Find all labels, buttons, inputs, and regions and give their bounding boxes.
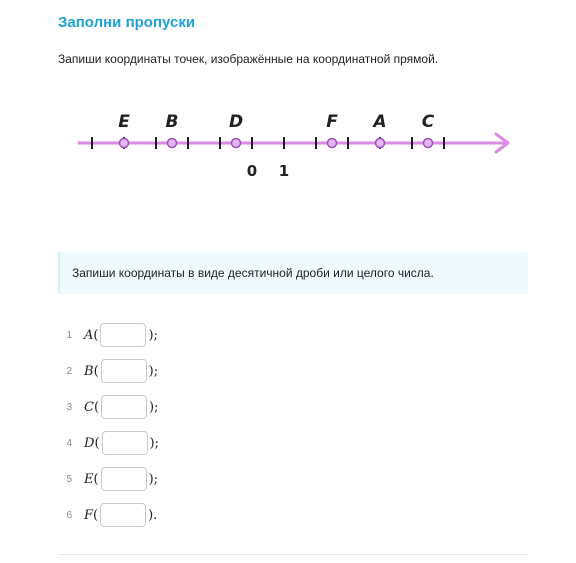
answer-row-c bbox=[58, 389, 159, 425]
open-paren: ( bbox=[93, 399, 100, 415]
point-label: D bbox=[84, 435, 95, 451]
coordinate-input-a[interactable] bbox=[100, 323, 146, 347]
row-number: 1 bbox=[66, 329, 72, 341]
coordinate-input-b[interactable] bbox=[101, 359, 147, 383]
page-title: Заполни пропуски bbox=[58, 14, 196, 31]
task-instruction: Запиши координаты точек, изображённые на координатной прямой. bbox=[58, 52, 439, 66]
close-paren: ); bbox=[149, 435, 159, 451]
point-name-label: B bbox=[165, 112, 179, 132]
open-paren: ( bbox=[93, 471, 99, 487]
open-paren: ( bbox=[93, 363, 99, 379]
hint-box bbox=[58, 252, 528, 294]
point-label: E bbox=[84, 471, 94, 487]
row-number: 5 bbox=[66, 473, 72, 485]
row-number: 2 bbox=[66, 365, 72, 377]
close-paren: ); bbox=[148, 471, 159, 487]
close-paren: ); bbox=[148, 363, 159, 379]
open-paren: ( bbox=[94, 435, 100, 451]
point-name-label: A bbox=[373, 112, 387, 132]
point-marker bbox=[168, 139, 177, 148]
point-label: F bbox=[84, 507, 94, 523]
number-line bbox=[0, 100, 576, 190]
point-name-label: F bbox=[326, 112, 338, 132]
point-marker bbox=[328, 139, 337, 148]
close-paren: ). bbox=[148, 507, 158, 523]
point-name-label: C bbox=[421, 112, 435, 132]
point-label: C bbox=[84, 399, 94, 415]
point-marker bbox=[232, 139, 241, 148]
answer-list bbox=[58, 317, 159, 533]
close-paren: ); bbox=[149, 399, 159, 415]
row-number: 6 bbox=[66, 509, 72, 521]
row-number: 4 bbox=[66, 437, 72, 449]
coordinate-input-d[interactable] bbox=[102, 431, 148, 455]
tick-label: 1 bbox=[278, 162, 290, 180]
close-paren: ); bbox=[148, 327, 158, 343]
coordinate-input-c[interactable] bbox=[101, 395, 147, 419]
point-name-label: E bbox=[118, 112, 130, 132]
point-label: A bbox=[84, 327, 94, 343]
tick-label: 0 bbox=[246, 162, 258, 180]
point-marker bbox=[120, 139, 129, 148]
coordinate-input-f[interactable] bbox=[100, 503, 146, 527]
bottom-divider bbox=[58, 554, 528, 555]
answer-row-d bbox=[58, 425, 159, 461]
point-label: B bbox=[84, 363, 94, 379]
hint-text: Запиши координаты в виде десятичной дроби или целого числа. bbox=[72, 266, 434, 280]
point-marker bbox=[376, 139, 385, 148]
answer-row-e bbox=[58, 461, 159, 497]
open-paren: ( bbox=[93, 507, 99, 523]
answer-row-f bbox=[58, 497, 159, 533]
answer-row-a bbox=[58, 317, 159, 353]
answer-row-b bbox=[58, 353, 159, 389]
open-paren: ( bbox=[93, 327, 99, 343]
row-number: 3 bbox=[66, 401, 72, 413]
point-name-label: D bbox=[228, 112, 244, 132]
point-marker bbox=[424, 139, 433, 148]
coordinate-input-e[interactable] bbox=[101, 467, 147, 491]
